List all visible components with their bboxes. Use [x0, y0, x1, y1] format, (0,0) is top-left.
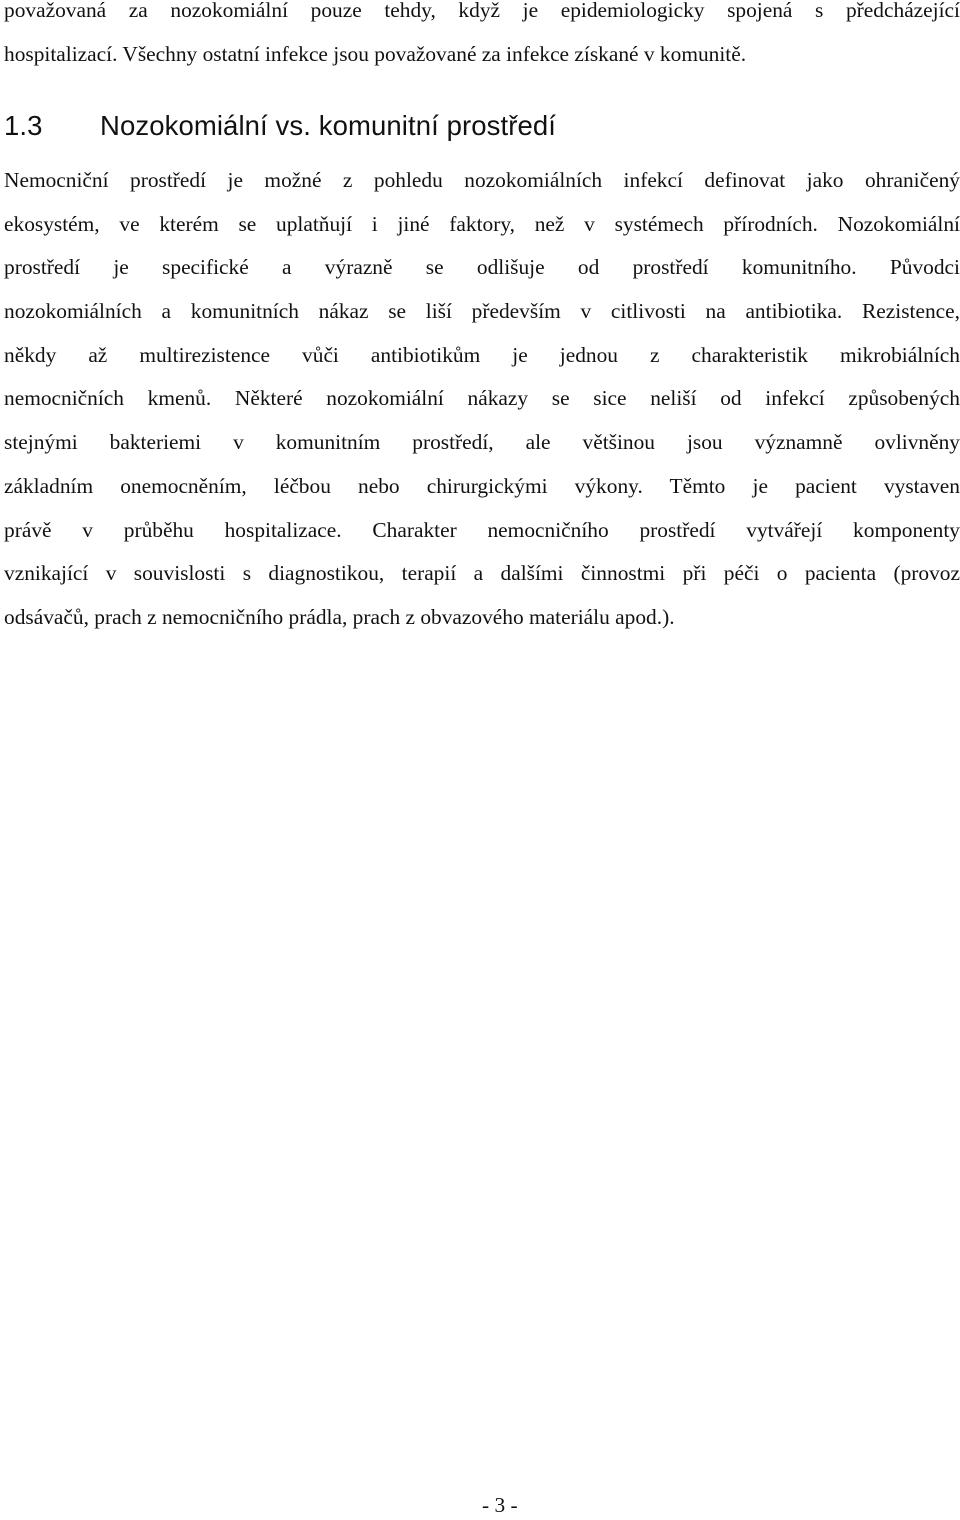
text-line: odsávačů, prach z nemocničního prádla, prach z obvazového materiálu apod.). — [4, 604, 675, 629]
section-number: 1.3 — [4, 110, 43, 141]
text-line: stejnými bakteriemi v komunitním prostředí, ale většinou jsou významně ovlivněny — [4, 430, 960, 455]
text-line: vznikající v souvislosti s diagnostikou, terapií a dalšími činnostmi při péči o pacienta (provoz — [4, 561, 960, 586]
page-number: - 3 - — [482, 1493, 518, 1517]
text-line: prostředí je specifické a výrazně se odlišuje od prostředí komunitního. Původci — [4, 255, 960, 280]
section-heading — [4, 108, 556, 144]
text-line: nozokomiálních a komunitních nákaz se liší především v citlivosti na antibiotika. Rezistence, — [4, 299, 960, 324]
text-line: ekosystém, ve kterém se uplatňují i jiné faktory, než v systémech přírodních. Nozokomiální — [4, 211, 960, 236]
text-line: považovaná za nozokomiální pouze tehdy, když je epidemiologicky spojená s předcházející — [4, 0, 960, 22]
text-line: někdy až multirezistence vůči antibiotikům je jednou z charakteristik mikrobiálních — [4, 342, 960, 367]
text-line: nemocničních kmenů. Některé nozokomiální nákazy se sice neliší od infekcí způsobených — [4, 386, 960, 411]
body-paragraph — [4, 159, 960, 640]
intro-paragraph — [4, 0, 960, 76]
text-line: hospitalizací. Všechny ostatní infekce jsou považované za infekce získané v komunitě. — [4, 41, 747, 66]
text-line: Nemocniční prostředí je možné z pohledu nozokomiálních infekcí definovat jako ohraničený — [4, 168, 960, 192]
text-line: právě v průběhu hospitalizace. Charakter nemocničního prostředí vytvářejí komponenty — [4, 517, 960, 542]
text-line: základním onemocněním, léčbou nebo chirurgickými výkony. Těmto je pacient vystaven — [4, 473, 960, 498]
section-title: Nozokomiální vs. komunitní prostředí — [100, 110, 557, 141]
document-page — [4, 0, 960, 1515]
